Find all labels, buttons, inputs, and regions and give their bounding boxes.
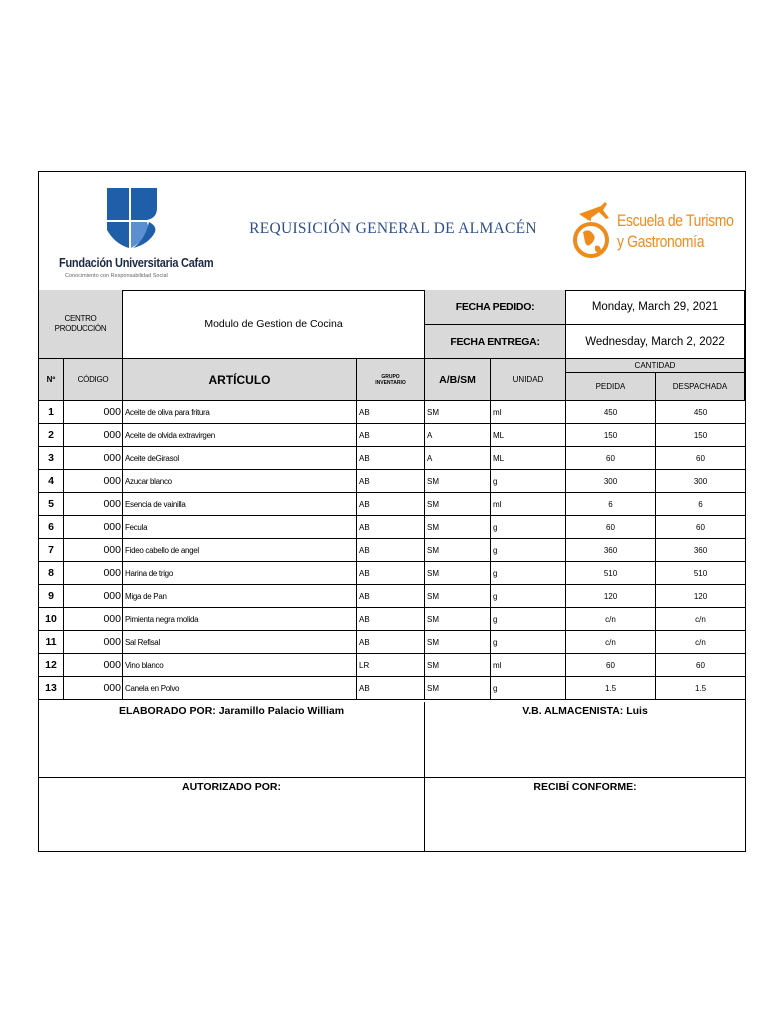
row-despachada: 510	[656, 562, 745, 585]
row-abs: SM	[425, 562, 491, 585]
row-abs: SM	[425, 539, 491, 562]
row-pedida: 60	[566, 516, 656, 539]
col-header-abs: A/B/SM	[425, 359, 491, 401]
col-header-despachada: DESPACHADA	[656, 373, 745, 401]
row-pedida: 6	[566, 493, 656, 516]
row-abs: SM	[425, 585, 491, 608]
row-unidad: g	[491, 539, 566, 562]
row-codigo: 000	[64, 493, 123, 516]
row-num: 1	[39, 401, 64, 424]
row-abs: SM	[425, 516, 491, 539]
row-articulo: Azucar blanco	[123, 470, 357, 493]
row-num: 5	[39, 493, 64, 516]
fecha-pedido-value: Monday, March 29, 2021	[566, 290, 745, 325]
col-header-grupo-line1: GRUPO	[381, 373, 400, 380]
row-num: 8	[39, 562, 64, 585]
row-abs: SM	[425, 401, 491, 424]
row-grupo: AB	[357, 608, 425, 631]
row-articulo: Vino blanco	[123, 654, 357, 677]
row-despachada: 6	[656, 493, 745, 516]
row-pedida: 1.5	[566, 677, 656, 700]
row-codigo: 000	[64, 585, 123, 608]
elaborado-por-label: ELABORADO POR: Jaramillo Palacio William	[118, 705, 345, 717]
row-despachada: c/n	[656, 608, 745, 631]
row-abs: A	[425, 447, 491, 470]
row-despachada: 450	[656, 401, 745, 424]
row-codigo: 000	[64, 516, 123, 539]
col-header-codigo: CÓDIGO	[64, 359, 123, 401]
row-grupo: AB	[357, 516, 425, 539]
row-codigo: 000	[64, 401, 123, 424]
row-abs: SM	[425, 608, 491, 631]
row-despachada: 150	[656, 424, 745, 447]
row-abs: SM	[425, 631, 491, 654]
recibi-conforme-box[interactable]	[425, 778, 745, 851]
row-unidad: g	[491, 562, 566, 585]
row-grupo: AB	[357, 562, 425, 585]
vb-almacenista-box[interactable]	[425, 702, 745, 778]
row-codigo: 000	[64, 631, 123, 654]
row-codigo: 000	[64, 424, 123, 447]
row-codigo: 000	[64, 677, 123, 700]
row-codigo: 000	[64, 654, 123, 677]
row-unidad: g	[491, 608, 566, 631]
row-pedida: c/n	[566, 631, 656, 654]
row-unidad: g	[491, 585, 566, 608]
row-unidad: g	[491, 470, 566, 493]
row-despachada: 60	[656, 516, 745, 539]
escuela-turismo-logo-text	[617, 210, 734, 252]
escuela-logo-line2: y Gastronomía	[617, 232, 705, 251]
row-abs: A	[425, 424, 491, 447]
row-grupo: AB	[357, 470, 425, 493]
escuela-turismo-logo	[573, 198, 743, 268]
col-header-cantidad: CANTIDAD	[566, 359, 745, 373]
row-unidad: ml	[491, 654, 566, 677]
escuela-logo-line1: Escuela de Turismo	[617, 211, 734, 230]
row-grupo: AB	[357, 585, 425, 608]
row-despachada: 1.5	[656, 677, 745, 700]
row-unidad: g	[491, 516, 566, 539]
row-num: 6	[39, 516, 64, 539]
col-header-articulo: ARTÍCULO	[123, 359, 357, 401]
row-unidad: ml	[491, 493, 566, 516]
row-grupo: AB	[357, 401, 425, 424]
row-num: 4	[39, 470, 64, 493]
row-num: 11	[39, 631, 64, 654]
row-articulo: Canela en Polvo	[123, 677, 357, 700]
row-abs: SM	[425, 677, 491, 700]
row-num: 2	[39, 424, 64, 447]
elaborado-por-box[interactable]	[39, 702, 425, 778]
page-title: REQUISICIÓN GENERAL DE ALMACÉN	[249, 220, 537, 237]
row-grupo: AB	[357, 447, 425, 470]
row-pedida: 450	[566, 401, 656, 424]
row-articulo: Esencia de vainilla	[123, 493, 357, 516]
row-articulo: Harina de trigo	[123, 562, 357, 585]
row-abs: SM	[425, 654, 491, 677]
row-abs: SM	[425, 493, 491, 516]
row-despachada: c/n	[656, 631, 745, 654]
row-abs: SM	[425, 470, 491, 493]
row-articulo: Aceite deGirasol	[123, 447, 357, 470]
fecha-entrega-label: FECHA ENTREGA:	[425, 325, 566, 359]
col-header-num: Nº	[39, 359, 64, 401]
fecha-entrega-value: Wednesday, March 2, 2022	[566, 325, 745, 359]
row-num: 3	[39, 447, 64, 470]
row-despachada: 60	[656, 654, 745, 677]
row-grupo: AB	[357, 539, 425, 562]
row-articulo: Fecula	[123, 516, 357, 539]
globe-plane-icon	[573, 198, 617, 268]
row-pedida: 60	[566, 654, 656, 677]
row-grupo: AB	[357, 677, 425, 700]
cafam-logo-tagline: Conocimiento con Responsabilidad Social	[65, 273, 168, 279]
row-codigo: 000	[64, 539, 123, 562]
cafam-logo-name: Fundación Universitaria Cafam	[59, 256, 214, 270]
row-pedida: c/n	[566, 608, 656, 631]
row-despachada: 300	[656, 470, 745, 493]
row-pedida: 510	[566, 562, 656, 585]
cafam-logo	[59, 186, 239, 284]
col-header-unidad: UNIDAD	[491, 359, 566, 401]
row-codigo: 000	[64, 562, 123, 585]
row-num: 7	[39, 539, 64, 562]
cafam-shield-icon	[59, 186, 239, 254]
row-despachada: 120	[656, 585, 745, 608]
centro-produccion-value: Modulo de Gestion de Cocina	[123, 290, 425, 359]
row-num: 10	[39, 608, 64, 631]
row-despachada: 60	[656, 447, 745, 470]
row-articulo: Fideo cabello de angel	[123, 539, 357, 562]
row-num: 12	[39, 654, 64, 677]
vb-almacenista-label: V.B. ALMACENISTA: Luis	[522, 705, 648, 717]
row-unidad: g	[491, 631, 566, 654]
row-articulo: Sal Refisal	[123, 631, 357, 654]
row-articulo: Miga de Pan	[123, 585, 357, 608]
col-header-pedida: PEDIDA	[566, 373, 656, 401]
form-header	[39, 172, 745, 291]
row-pedida: 60	[566, 447, 656, 470]
row-pedida: 360	[566, 539, 656, 562]
row-unidad: ML	[491, 447, 566, 470]
row-articulo: Aceite de oliva para fritura	[123, 401, 357, 424]
centro-produccion-label: CENTRO PRODUCCIÓN	[39, 290, 123, 359]
requisition-form	[38, 171, 746, 852]
row-pedida: 150	[566, 424, 656, 447]
col-header-grupo	[357, 359, 425, 401]
fecha-pedido-label: FECHA PEDIDO:	[425, 290, 566, 325]
row-grupo: AB	[357, 631, 425, 654]
row-articulo: Pimienta negra molida	[123, 608, 357, 631]
row-unidad: g	[491, 677, 566, 700]
row-despachada: 360	[656, 539, 745, 562]
row-codigo: 000	[64, 447, 123, 470]
row-grupo: AB	[357, 493, 425, 516]
autorizado-por-box[interactable]	[39, 778, 425, 851]
autorizado-por-label: AUTORIZADO POR:	[182, 781, 281, 793]
row-codigo: 000	[64, 470, 123, 493]
row-grupo: LR	[357, 654, 425, 677]
row-grupo: AB	[357, 424, 425, 447]
row-unidad: ml	[491, 401, 566, 424]
row-articulo: Aceite de olvida extravirgen	[123, 424, 357, 447]
row-num: 13	[39, 677, 64, 700]
row-num: 9	[39, 585, 64, 608]
row-pedida: 300	[566, 470, 656, 493]
col-header-grupo-line2: INVENTARIO	[375, 379, 406, 386]
recibi-conforme-label: RECIBÍ CONFORME:	[533, 781, 637, 793]
row-unidad: ML	[491, 424, 566, 447]
row-codigo: 000	[64, 608, 123, 631]
row-pedida: 120	[566, 585, 656, 608]
